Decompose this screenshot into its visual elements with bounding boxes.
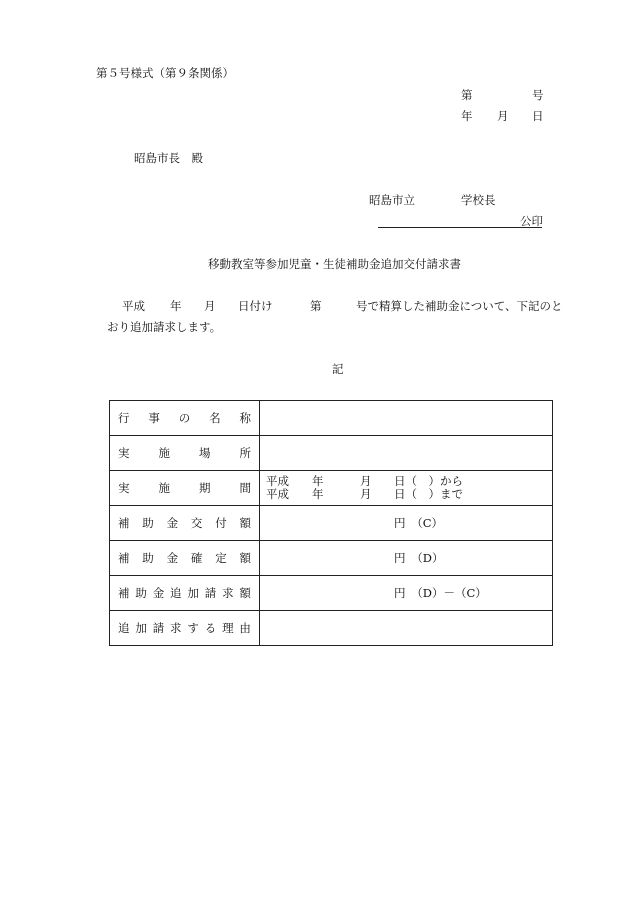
body-dated: 日付け [238, 299, 273, 313]
body-line1-rest: 号で精算した補助金について、下記のと [356, 299, 563, 313]
additional-amount-field[interactable]: 円 （D）－（C） [260, 576, 553, 611]
row-label-confirmed-amount: 補 助 金 確 定 額 [110, 541, 260, 576]
date-year-label: 年 [461, 109, 473, 123]
details-table [109, 400, 553, 646]
body-no-prefix: 第 [310, 299, 322, 313]
table-row [110, 611, 553, 646]
official-seal-label: 公印 [520, 214, 543, 228]
form-number: 第５号様式（第９条関係） [96, 66, 234, 80]
grant-amount-field[interactable]: 円 （C） [260, 506, 553, 541]
doc-number-suffix: 号 [532, 88, 544, 102]
row-label-location: 実 施 場 所 [110, 436, 260, 471]
location-field[interactable] [260, 436, 553, 471]
body-month: 月 [204, 299, 216, 313]
body-era: 平成 [122, 299, 145, 313]
signature-line [378, 227, 542, 228]
confirmed-amount-field[interactable]: 円 （D） [260, 541, 553, 576]
row-label-additional-amount: 補 助 金 追 加 請 求 額 [110, 576, 260, 611]
table-row [110, 436, 553, 471]
row-label-event-name: 行 事 の 名 称 [110, 401, 260, 436]
period-field[interactable] [260, 471, 553, 506]
row-label-grant-amount: 補 助 金 交 付 額 [110, 506, 260, 541]
body-line2: おり追加請求します。 [107, 320, 222, 334]
period-to-line: 平成 年 月 日（ ）まで [266, 487, 463, 501]
table-row [110, 576, 553, 611]
event-name-field[interactable] [260, 401, 553, 436]
table-row [110, 541, 553, 576]
table-row [110, 401, 553, 436]
row-label-reason: 追 加 請 求 す る 理 由 [110, 611, 260, 646]
reason-field[interactable] [260, 611, 553, 646]
table-row [110, 471, 553, 506]
period-from-line: 平成 年 月 日（ ）から [266, 474, 463, 488]
body-year: 年 [170, 299, 182, 313]
document-title: 移動教室等参加児童・生徒補助金追加交付請求書 [208, 257, 461, 271]
ki-heading: 記 [332, 362, 344, 376]
table-row [110, 506, 553, 541]
date-day-label: 日 [532, 109, 544, 123]
date-month-label: 月 [497, 109, 509, 123]
doc-number-prefix: 第 [461, 88, 473, 102]
addressee: 昭島市長 殿 [134, 151, 203, 165]
school-suffix: 学校長 [461, 193, 496, 207]
school-prefix: 昭島市立 [369, 193, 415, 207]
row-label-period: 実 施 期 間 [110, 471, 260, 506]
